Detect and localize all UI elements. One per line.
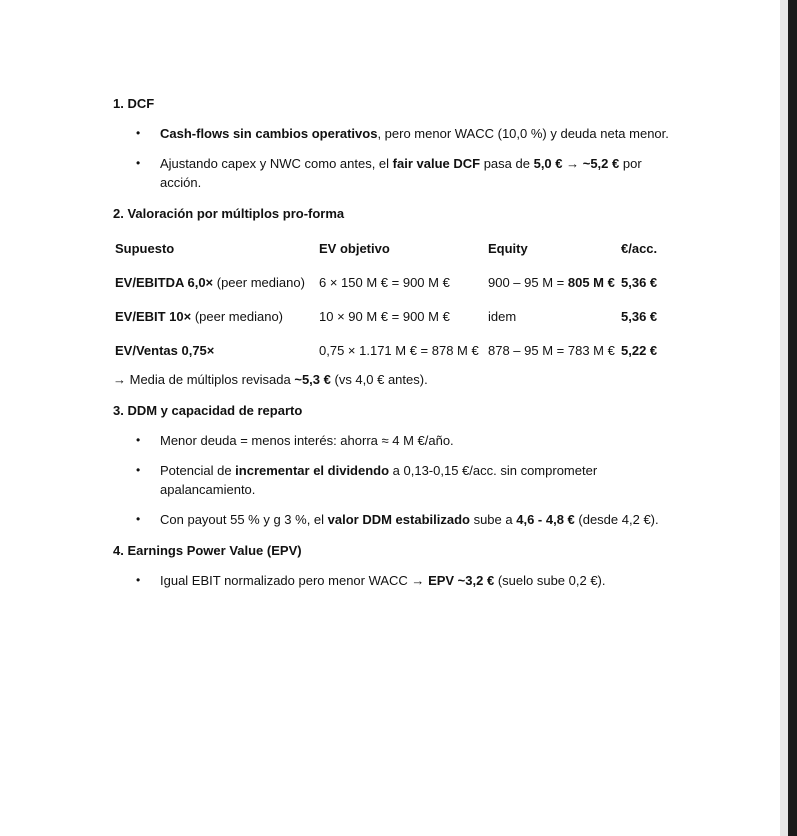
text-run: (peer mediano) [191,308,284,324]
table-cell-ev: 10 × 90 M € = 900 M € [319,308,450,324]
bold-text: EV/Ventas 0,75× [115,342,215,358]
bullet-icon: • [136,573,141,587]
text-run: Menor deuda = menos interés: ahorra ≈ 4 M €/año. [160,433,454,448]
table-header-cell: Equity [488,240,528,256]
bullet-icon: • [136,126,141,140]
list-item [113,124,673,143]
page-edge [780,0,788,836]
text-run: (suelo sube 0,2 €). [494,573,606,588]
window-edge-bar [788,0,797,836]
table-row [112,265,657,299]
bold-text: valor DDM estabilizado [327,512,470,527]
text-run: (vs 4,0 € antes). [330,372,428,387]
table-cell-acc [618,333,657,367]
bold-text: 4,6 - 4,8 € [516,512,575,527]
bullet-icon: • [136,433,141,447]
section-dcf [113,94,673,192]
table-cell-equity [485,265,618,299]
section-epv [113,541,673,590]
list-item [113,461,673,499]
document-content [113,94,673,590]
bold-text: Cash-flows sin cambios operativos [160,126,378,141]
bullet-icon: • [136,463,141,477]
table-header-row [112,231,657,265]
text-run: 900 – 95 M = [488,274,568,290]
text-run: Potencial de [160,463,236,478]
section-title-epv: 4. Earnings Power Value (EPV) [113,543,302,558]
bold-text: 5,0 € → ~5,2 € [533,156,620,171]
table-cell-equity [485,299,618,333]
table-cell-ev: 6 × 150 M € = 900 M € [319,274,450,290]
bold-text: EV/EBIT 10× [115,308,192,324]
text-run: por acción. [160,156,642,190]
table-cell-supuesto [112,299,316,333]
bold-text: 5,36 € [621,308,658,324]
multiples-table [112,231,657,367]
table-cell-supuesto [112,333,316,367]
table-cell-acc [618,265,657,299]
table-cell-acc [618,299,657,333]
table-row [112,333,657,367]
list-item [113,154,673,192]
text-run: Ajustando capex y NWC como antes, el [160,156,393,171]
text-run: 878 – 95 M = 783 M € [488,342,615,358]
section-ddm [113,401,673,529]
bold-text: ~5,3 € [294,372,331,387]
section-title-ddm: 3. DDM y capacidad de reparto [113,403,303,418]
text-run: pasa de [480,156,534,171]
list-item [113,510,673,529]
table-cell-equity [485,333,618,367]
ddm-bullet-list [113,431,673,529]
table-row [112,299,657,333]
list-item [113,431,673,450]
bold-text: 5,36 € [621,274,658,290]
bold-text: 5,22 € [621,342,658,358]
bullet-icon: • [136,156,141,170]
table-cell-ev: 0,75 × 1.171 M € = 878 M € [319,342,479,358]
text-run: a 0,13-0,15 €/acc. sin comprometer apalancamiento. [160,463,598,497]
bold-text: incrementar el dividendo [235,463,390,478]
text-run: Con payout 55 % y g 3 %, el [160,512,328,527]
text-run: idem [488,308,517,324]
text-run: → Media de múltiplos revisada [113,372,295,387]
section-multiples [113,204,673,389]
bold-text: EPV ~3,2 € [428,573,495,588]
bold-text: fair value DCF [392,156,481,171]
text-run: (desde 4,2 €). [574,512,659,527]
section-title-dcf: 1. DCF [113,96,155,111]
section-title-multiples: 2. Valoración por múltiplos pro-forma [113,206,345,221]
bold-text: EV/EBITDA 6,0× [115,274,214,290]
dcf-bullet-list [113,124,673,192]
text-run: Igual EBIT normalizado pero menor WACC → [160,573,429,588]
bold-text: 805 M € [567,274,615,290]
text-run: (peer mediano) [213,274,305,290]
table-cell-supuesto [112,265,316,299]
list-item [113,571,673,590]
epv-bullet-list [113,571,673,590]
text-run: , pero menor WACC (10,0 %) y deuda neta menor. [377,126,669,141]
table-header-cell: Supuesto [115,240,175,256]
text-run: sube a [469,512,517,527]
bullet-icon: • [136,512,141,526]
multiples-summary [113,370,673,389]
table-header-cell: EV objetivo [319,240,390,256]
table-header-cell: €/acc. [621,240,658,256]
